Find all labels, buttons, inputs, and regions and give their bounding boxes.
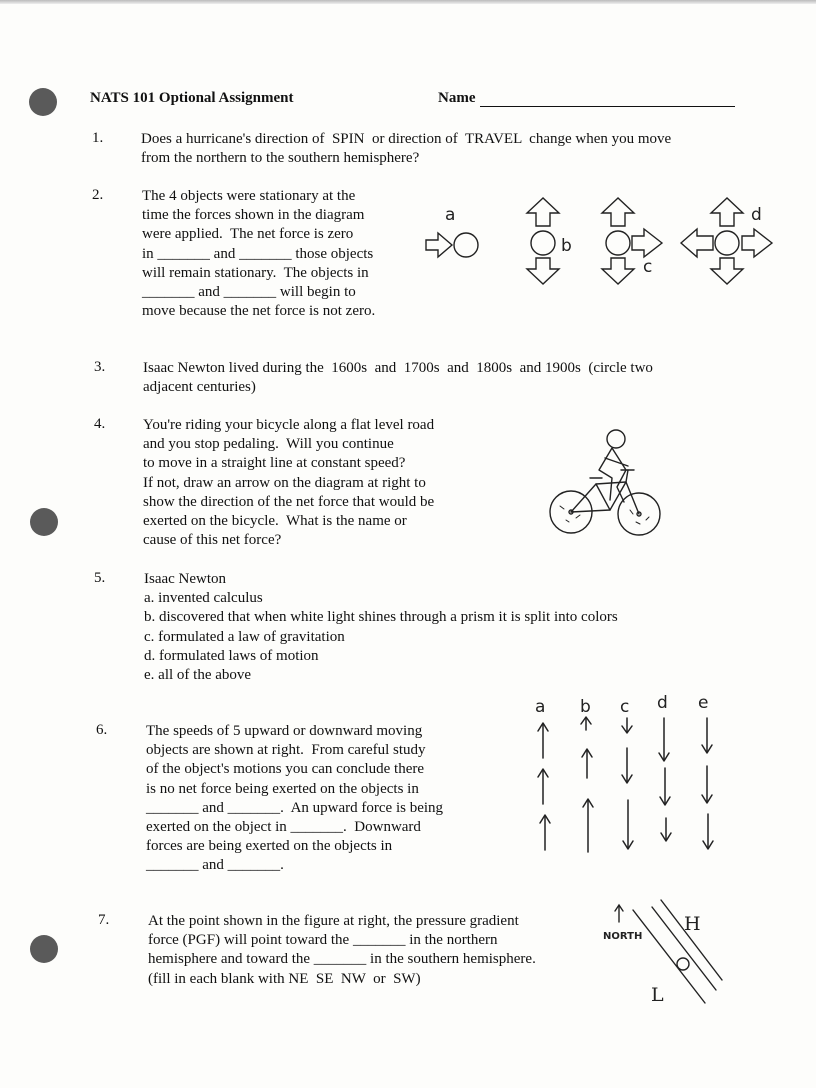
question-2-number: 2.	[92, 187, 104, 203]
object-d	[681, 198, 772, 284]
column-label-a: a	[535, 697, 546, 717]
question-1-number: 1.	[92, 130, 104, 146]
object-b	[527, 198, 559, 284]
column-e-arrows	[702, 718, 713, 849]
column-c-arrows	[622, 718, 633, 849]
north-label: NORTH	[603, 931, 643, 942]
point-marker	[677, 958, 689, 970]
question-5-number: 5.	[94, 570, 106, 586]
question-3-text: Isaac Newton lived during the 1600s and 1700s and 1800s and 1900s (circle two adjacent centuries)	[143, 360, 653, 396]
column-a-arrows	[538, 723, 550, 850]
column-label-d: d	[657, 693, 668, 713]
up-arrow-icon	[711, 198, 743, 226]
left-arrow-icon	[681, 229, 713, 257]
question-6-number: 6.	[96, 722, 108, 738]
question-2-text: The 4 objects were stationary at the time the forces shown in the diagram were applied. The net force is zero in _______ and _______ those objects will remain stationary. The objects in _______ and _______ will begin to move because the net force is not zero.	[142, 188, 376, 320]
isobar-line	[661, 900, 722, 980]
binder-hole-middle	[30, 508, 58, 536]
up-arrow-icon	[527, 198, 559, 226]
object-label-a: a	[445, 205, 456, 225]
object-c	[602, 198, 662, 284]
name-label: Name	[438, 90, 476, 106]
name-blank-line	[480, 106, 735, 107]
object-label-b: b	[561, 236, 572, 256]
down-arrow-icon	[711, 258, 743, 284]
column-d-arrows	[659, 718, 671, 841]
rear-wheel	[550, 491, 592, 533]
down-arrow-icon	[602, 258, 634, 284]
assignment-title: NATS 101 Optional Assignment	[90, 90, 294, 106]
question-7-text: At the point shown in the figure at right, the pressure gradient force (PGF) will point toward the _______ in the northern hemisphere and toward the _______ in the southern hemisphere. (fill in each blank with NE SE NW or SW)	[148, 913, 536, 987]
isobar-line	[633, 910, 705, 1003]
page-top-edge	[0, 0, 816, 4]
binder-hole-bottom	[30, 935, 58, 963]
isobar-line	[652, 907, 716, 990]
column-label-b: b	[580, 697, 591, 717]
column-label-e: e	[698, 693, 709, 713]
column-label-c: c	[620, 697, 630, 717]
front-wheel	[618, 493, 660, 535]
high-pressure-label: H	[684, 913, 701, 935]
low-pressure-label: L	[651, 984, 664, 1006]
down-arrow-icon	[527, 258, 559, 284]
rider-head	[607, 430, 625, 448]
bike-frame	[571, 482, 639, 514]
question-4-text: You're riding your bicycle along a flat level road and you stop pedaling. Will you continue to move in a straight line at constant speed? If not, draw an arrow on the diagram at right to show the direction of the net force that would be exerted on the bicycle. What is the name or cause of this net force?	[143, 417, 435, 549]
binder-hole-top	[29, 88, 57, 116]
column-b-arrows	[581, 717, 593, 852]
object-a	[426, 233, 478, 257]
up-arrow-icon	[602, 198, 634, 226]
object-label-d: d	[751, 205, 762, 225]
question-6-text: The speeds of 5 upward or downward moving objects are shown at right. From careful study of the object's motions you can conclude there is no net force being exerted on the objects in _______ and _______. An upward force is being exerted on the object in _______. Downward forces are being exerted on the objects in _______ and _______.	[146, 723, 444, 874]
question-7-number: 7.	[98, 912, 110, 928]
left-arrow-icon	[426, 233, 452, 257]
right-arrow-icon	[632, 229, 662, 257]
right-arrow-icon	[742, 229, 772, 257]
question-1-text: Does a hurricane's direction of SPIN or direction of TRAVEL change when you move from the northern to the southern hemisphere?	[141, 131, 672, 167]
question-3-number: 3.	[94, 359, 106, 375]
object-label-c: c	[643, 257, 653, 277]
question-4-number: 4.	[94, 416, 106, 432]
question-5-text: Isaac Newton a. invented calculus b. discovered that when white light shines through a prism it is split into colors c. formulated a law of gravitation d. formulated laws of motion e. all of the above	[144, 571, 618, 684]
